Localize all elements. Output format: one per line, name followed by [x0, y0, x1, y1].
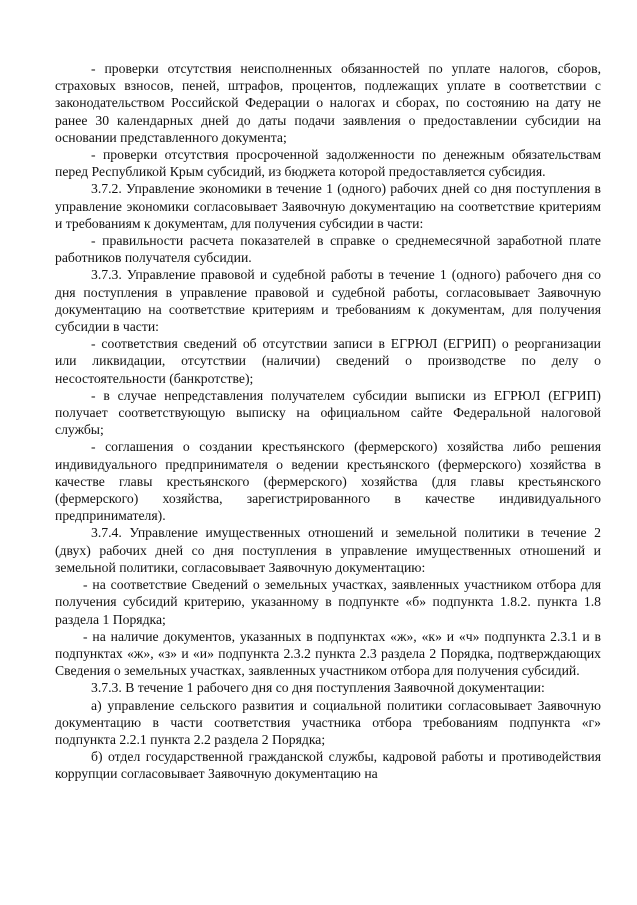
paragraph-3-7-4: 3.7.4. Управление имущественных отношений и земельной политики в течение 2 (двух) рабочих дней со дня поступления в управление имущественных отношений и земельной политики, согласовывает Заявочную документацию:	[55, 525, 601, 575]
paragraph-egrul-record: - соответствия сведений об отсутствии записи в ЕГРЮЛ (ЕГРИП) о реорганизации или ликвидации, отсутствии (наличии) сведений о производстве по делу о несостоятельности (банкротстве);	[55, 336, 601, 386]
paragraph-land-documents: - на наличие документов, указанных в подпунктах «ж», «к» и «ч» подпункта 2.3.1 и в подпунктах «ж», «з» и «и» подпункта 2.3.2 пункта 2.3 раздела 2 Порядка, подтверждающих Сведения о земельных участках, заявленных участником отбора для получения субсидий.	[55, 628, 601, 679]
paragraph-egrul-extract: - в случае непредставления получателем субсидии выписки из ЕГРЮЛ (ЕГРИП) получает соответствующую выписку на официальном сайте Федеральной налоговой службы;	[55, 387, 601, 438]
paragraph-debt-check: - проверки отсутствия просроченной задолженности по денежным обязательствам перед Республикой Крым субсидий, из бюджета которой предоставляется субсидия.	[55, 147, 601, 180]
paragraph-farm-agreement: - соглашения о создании крестьянского (фермерского) хозяйства либо решения индивидуального предпринимателя о ведении крестьянского (фермерского) хозяйства в качестве главы крестьянского (фермерского) хозяйства (для главы крестьянского (фермерского) хозяйства, зарегистрированного в качестве индивидуального предпринимателя).	[55, 439, 601, 524]
paragraph-3-7-3-legal: 3.7.3. Управление правовой и судебной работы в течение 1 (одного) рабочего дня со дня поступления в управление правовой и судебной работы, согласовывает Заявочную документацию на соответствие критериям и требованиям к документам, для получения субсидии в части:	[55, 267, 601, 335]
paragraph-item-a: а) управление сельского развития и социальной политики согласовывает Заявочную документацию в части соответствия участника отбора требованиям подпункта «г» подпункта 2.2.1 пункта 2.2 раздела 2 Порядка;	[55, 697, 601, 747]
paragraph-tax-check: - проверки отсутствия неисполненных обязанностей по уплате налогов, сборов, страховых взносов, пеней, штрафов, процентов, подлежащих уплате в соответствии с законодательством Российской Федерации о налогах и сборах, по состоянию на дату не ранее 30 календарных дней до даты подачи заявления о предоставлении субсидии на основании представленного документа;	[55, 61, 601, 145]
paragraph-land-compliance: - на соответствие Сведений о земельных участках, заявленных участником отбора для получения субсидий критерию, указанному в подпункте «б» подпункта 1.8.2. пункта 1.8 раздела 1 Порядка;	[55, 577, 601, 627]
paragraph-item-b: б) отдел государственной гражданской службы, кадровой работы и противодействия коррупции согласовывает Заявочную документацию на	[55, 749, 601, 782]
paragraph-salary-check: - правильности расчета показателей в справке о среднемесячной заработной плате работников получателя субсидии.	[55, 233, 601, 266]
document-body	[55, 60, 601, 783]
paragraph-3-7-3-submission: 3.7.3. В течение 1 рабочего дня со дня поступления Заявочной документации:	[91, 680, 545, 696]
paragraph-3-7-2: 3.7.2. Управление экономики в течение 1 (одного) рабочих дней со дня поступления в управление экономики согласовывает Заявочную документацию на соответствие критериям и требованиям к документам, для получения субсидии в части:	[55, 181, 601, 231]
